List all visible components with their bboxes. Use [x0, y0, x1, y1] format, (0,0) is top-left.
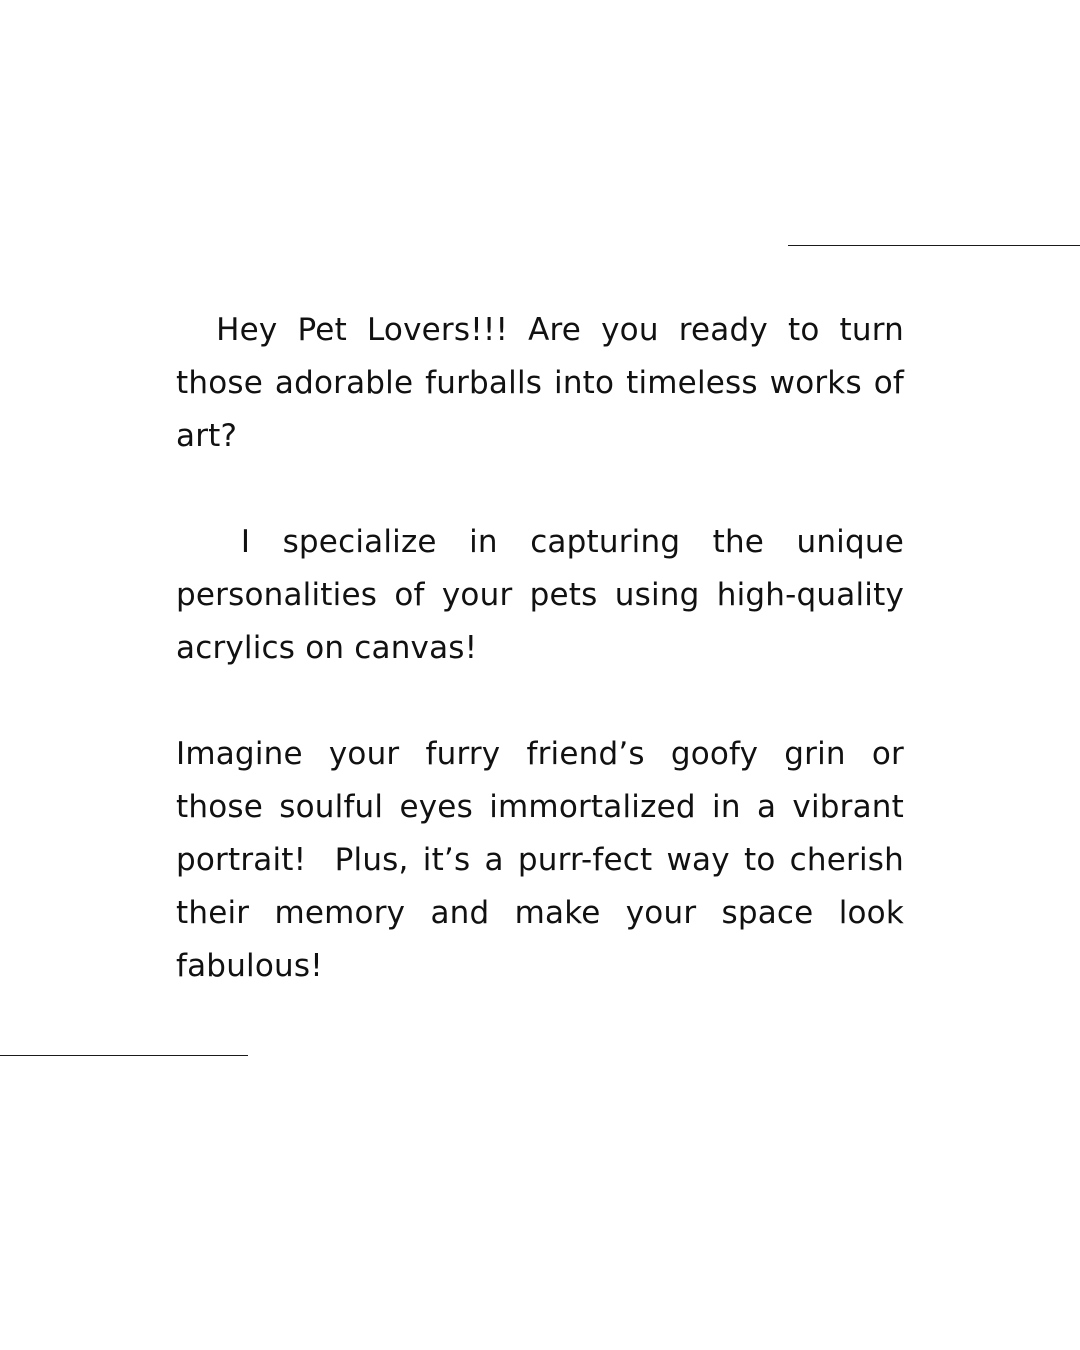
post-body [176, 304, 915, 993]
top-divider-line [788, 245, 1080, 246]
bottom-divider-line [0, 1055, 248, 1056]
intro-paragraph: Hey Pet Lovers!!! Are you ready to turn those adorable furballs into timeless works of art? [176, 312, 915, 454]
specialty-paragraph: I specialize in capturing the unique personalities of your pets using high-quality acrylics on canvas! [176, 524, 915, 666]
imagine-paragraph: Imagine your furry friend’s goofy grin or those soulful eyes immortalized in a vibrant portrait! Plus, it’s a purr-fect way to cherish their memory and make your space look fabulous! [176, 736, 915, 984]
